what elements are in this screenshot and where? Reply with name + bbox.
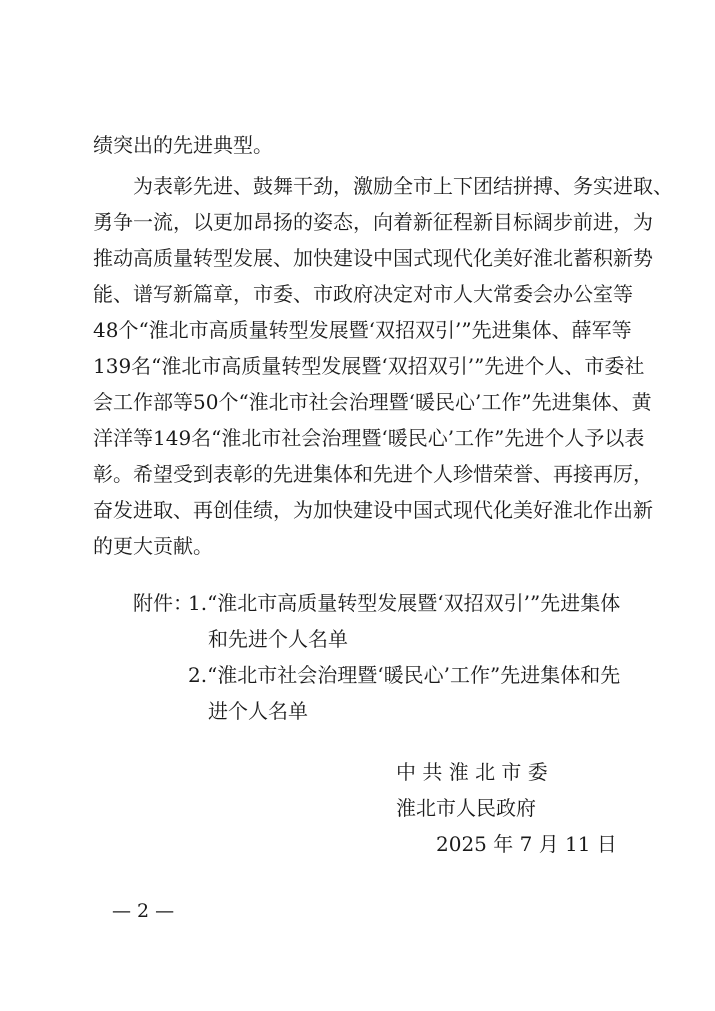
attachment-2-line-1: 2.“淮北市社会治理暨‘暖民心’工作”先进集体和先 [188,663,621,687]
body-line-10: 彰。希望受到表彰的先进集体和先进个人珍惜荣誉、再接再厉， [93,462,653,486]
body-line-6: 48个“淮北市高质量转型发展暨‘双招双引’”先进集体、薛军等 [93,318,632,342]
body-line-4: 推动高质量转型发展、加快建设中国式现代化美好淮北蓄积新势 [93,246,653,270]
attachment-1-line-2: 和先进个人名单 [208,627,348,651]
body-line-3: 勇争一流，以更加昂扬的姿态，向着新征程新目标阔步前进，为 [93,210,653,234]
signature-government: 淮北市人民政府 [396,796,536,820]
body-line-5: 能、谱写新篇章，市委、市政府决定对市人大常委会办公室等 [93,282,633,306]
attachment-1-line-1: 1.“淮北市高质量转型发展暨‘双招双引’”先进集体 [188,591,621,615]
body-line-8: 会工作部等50个“淮北市社会治理暨‘暖民心’工作”先进集体、黄 [93,390,652,414]
attachments-label: 附件： [133,591,193,615]
body-line-7: 139名“淮北市高质量转型发展暨‘双招双引’”先进个人、市委社 [93,354,645,378]
signature-party-committee: 中 共 淮 北 市 委 [396,760,548,784]
page-number: — 2 — [112,900,175,922]
body-line-1: 绩突出的先进典型。 [93,133,273,157]
signature-date: 2025 年 7 月 11 日 [436,832,617,856]
attachment-2-line-2: 进个人名单 [208,699,308,723]
body-line-12: 的更大贡献。 [93,534,213,558]
body-line-2: 为表彰先进、鼓舞干劲，激励全市上下团结拼搏、务实进取、 [133,174,673,198]
body-line-9: 洋洋等149名“淮北市社会治理暨‘暖民心’工作”先进个人予以表 [93,426,645,450]
body-line-11: 奋发进取、再创佳绩，为加快建设中国式现代化美好淮北作出新 [93,498,653,522]
